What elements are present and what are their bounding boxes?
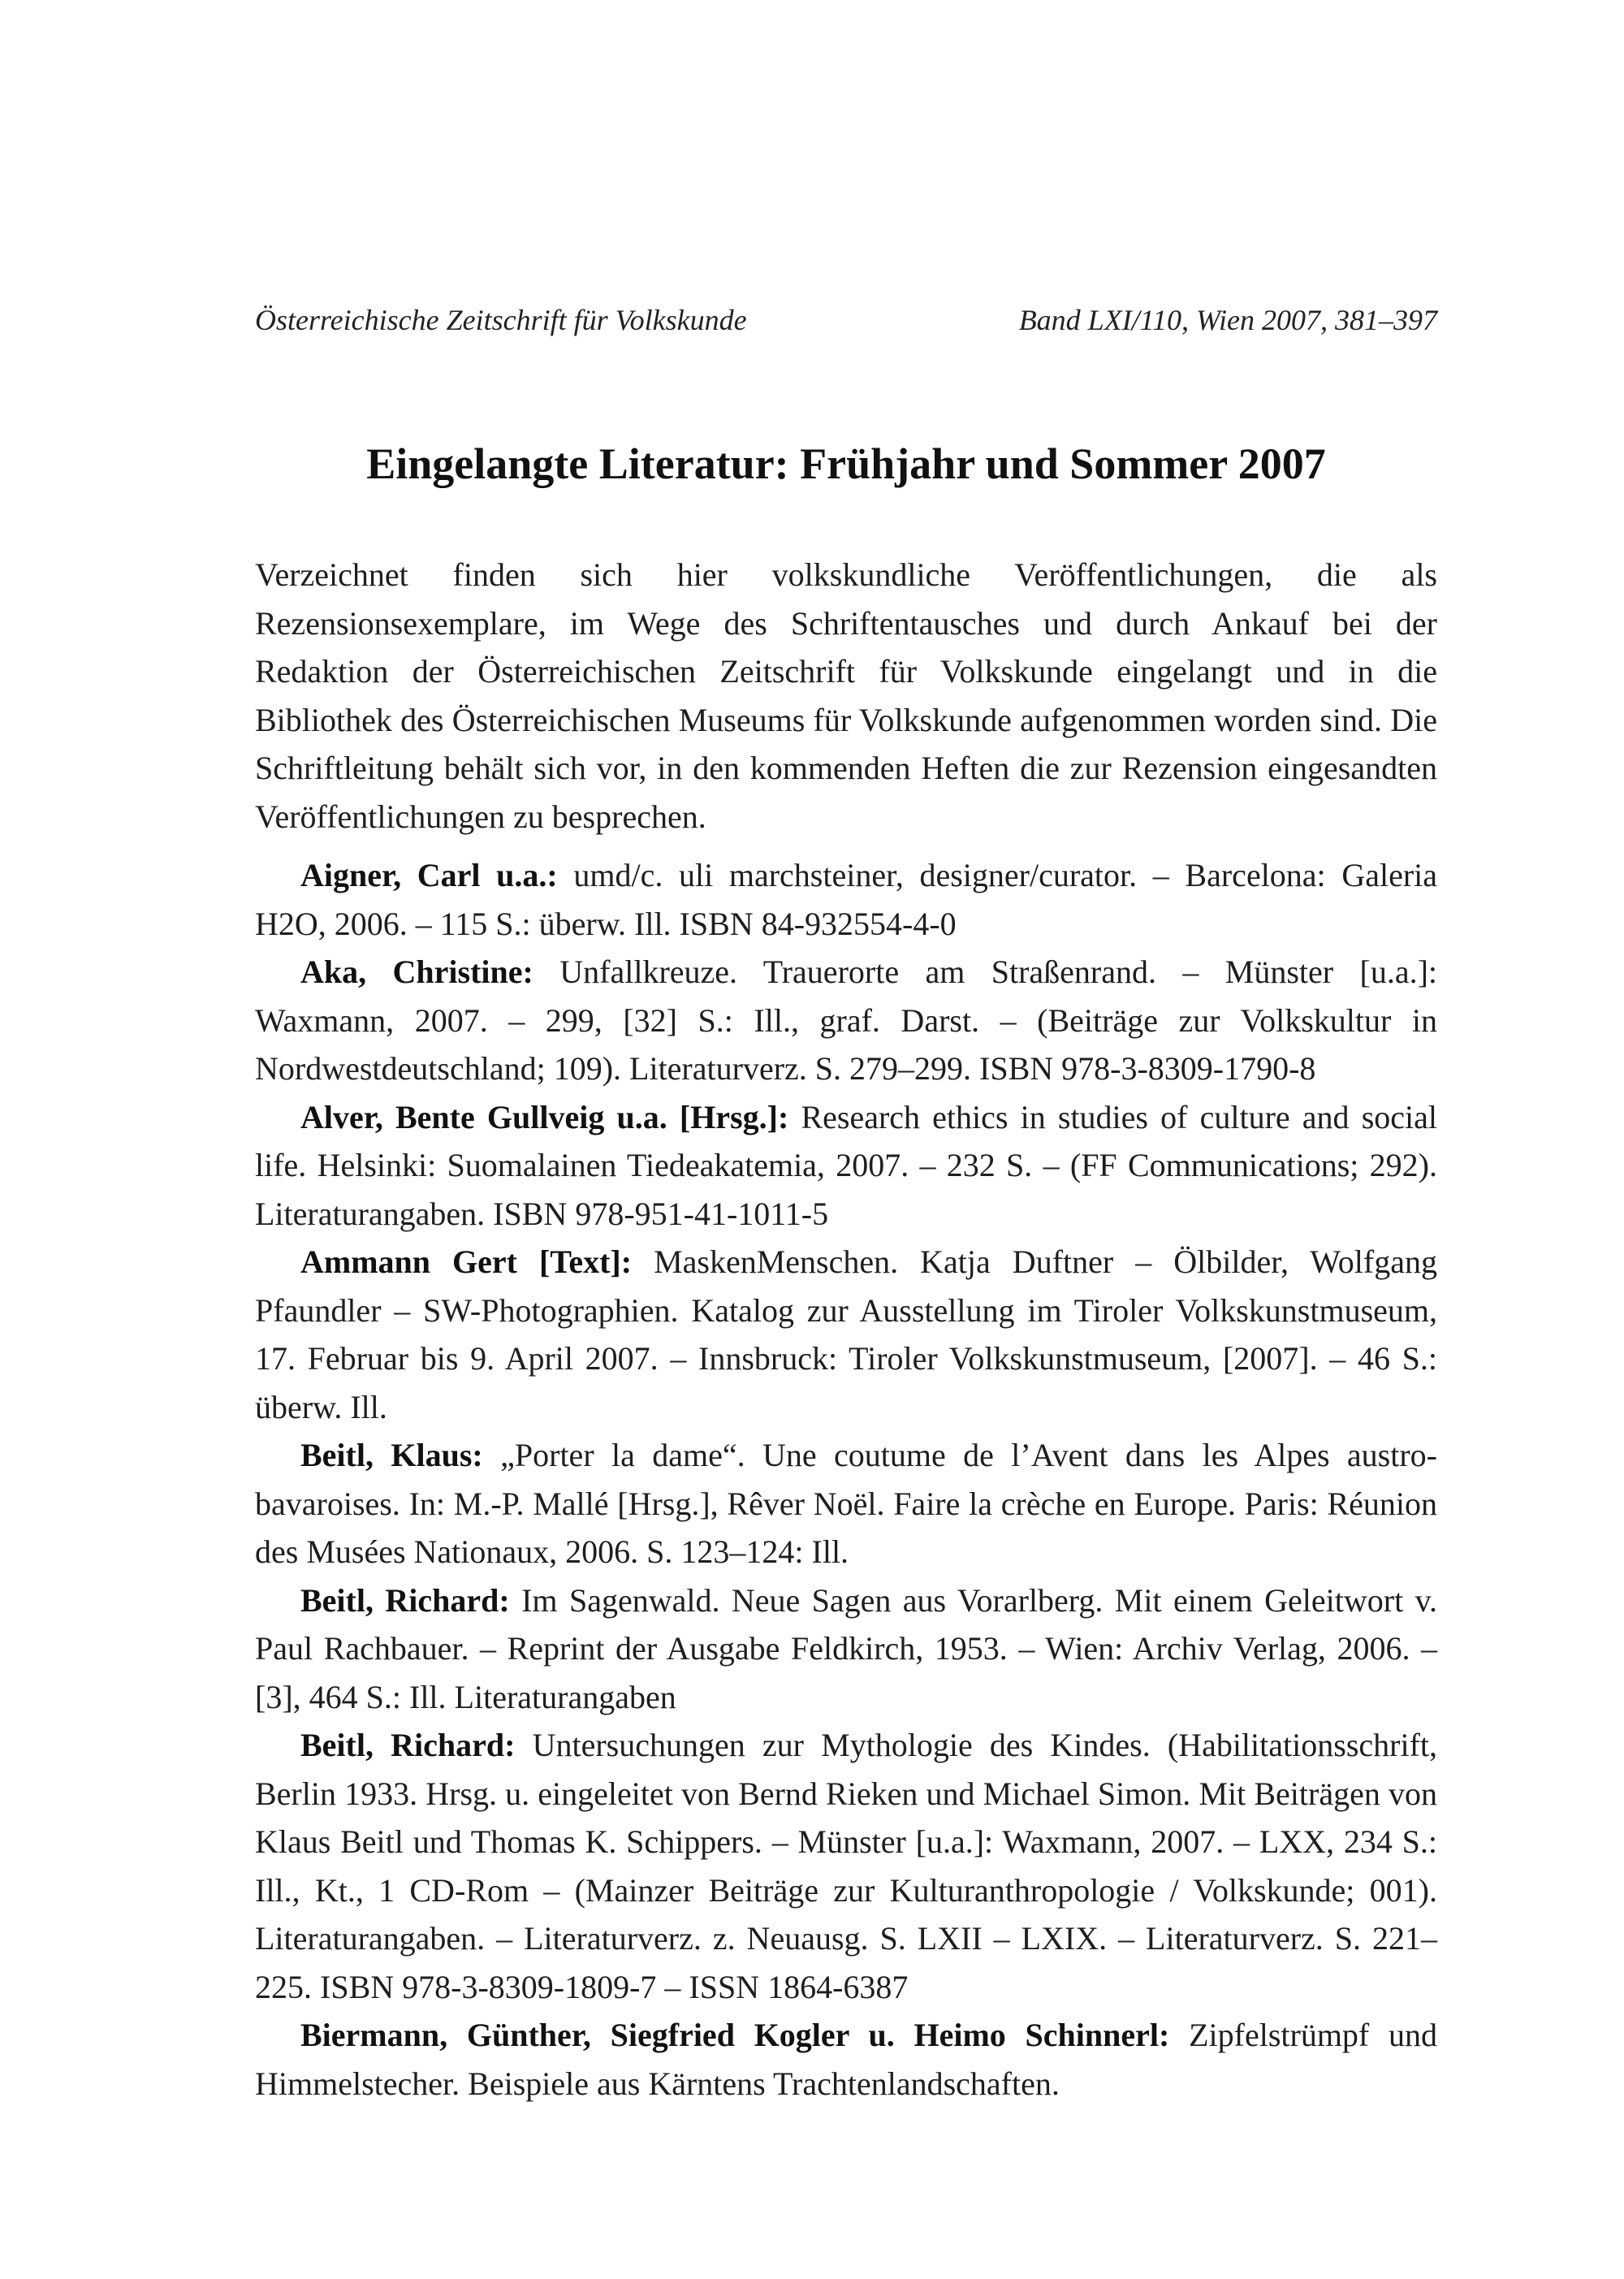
entry-author: Beitl, Richard: xyxy=(300,1581,510,1619)
journal-name: Österreichische Zeitschrift für Volkskunde xyxy=(255,304,747,336)
bibliography-list xyxy=(255,851,1437,2108)
bibliography-entry xyxy=(255,948,1437,1093)
intro-paragraph: Verzeichnet finden sich hier volkskundliche Veröffentlichungen, die als Rezensionsexemplare, im Wege des Schriftentausches und durch Ankauf bei der Redaktion der Österreichischen Zeitschrift für Volkskunde eingelangt und in die Bibliothek des Österreichischen Museums für Volkskunde aufgenommen worden sind. Die Schriftleitung behält sich vor, in den kommenden Heften die zur Rezension eingesandten Veröffentlichungen zu besprechen. xyxy=(255,556,1437,835)
bibliography-entry xyxy=(255,2011,1437,2108)
entry-author: Biermann, Günther, Siegfried Kogler u. Heimo Schinnerl: xyxy=(300,2017,1170,2053)
bibliography-entry xyxy=(255,1093,1437,1239)
article-title: Eingelangte Literatur: Frühjahr und Sommer 2007 xyxy=(366,439,1326,488)
bibliography-entry xyxy=(255,851,1437,948)
entry-author: Aigner, Carl u.a.: xyxy=(300,857,558,893)
entry-text: Zipfelstrümpf und Himmelstecher. Beispiele aus Kärntens Trachtenlandschaften. xyxy=(255,2017,1438,2102)
bibliography-entry xyxy=(255,1431,1437,1576)
entry-author: Alver, Bente Gullveig u.a. [Hrsg.]: xyxy=(300,1098,789,1135)
entry-author: Aka, Christine: xyxy=(300,954,533,990)
entry-text: umd/c. uli marchsteiner, designer/curator. – Barcelona: Galeria H2O, 2006. – 115 S.: überw. Ill. ISBN 84-932554-4-0 xyxy=(255,857,1438,942)
bibliography-entry xyxy=(255,1576,1437,1722)
entry-text: Unfallkreuze. Trauerorte am Straßenrand. – Münster [u.a.]: Waxmann, 2007. – 299, [32] S.: Ill., graf. Darst. – (Beiträge zur Volkskultur in Nordwestdeutschland; 109). Literaturverz. S. 279–299. ISBN 978-3-8309-1790-8 xyxy=(255,954,1438,1087)
entry-author: Beitl, Klaus: xyxy=(300,1437,483,1473)
entry-text: Research ethics in studies of culture and social life. Helsinki: Suomalainen Tiedeakatemia, 2007. – 232 S. – (FF Communications; 292). Literaturangaben. ISBN 978-951-41-1011-5 xyxy=(255,1098,1438,1232)
volume-info: Band LXI/110, Wien 2007, 381–397 xyxy=(1018,304,1437,336)
bibliography-entry xyxy=(255,1721,1437,2011)
entry-author: Ammann Gert [Text]: xyxy=(300,1243,633,1280)
entry-text: MaskenMenschen. Katja Duftner – Ölbilder, Wolfgang Pfaundler – SW-Photographien. Katalog zur Ausstellung im Tiroler Volkskunstmuseum, 17. Februar bis 9. April 2007. – Innsbruck: Tiroler Volkskunstmuseum, [2007]. – 46 S.: überw. Ill. xyxy=(255,1243,1437,1425)
bibliography-entry xyxy=(255,1238,1437,1431)
entry-text: „Porter la dame“. Une coutume de l’Avent dans les Alpes austro-bavaroises. In: M.-P. Mallé [Hrsg.], Rêver Noël. Faire la crèche en Europe. Paris: Réunion des Musées Nationaux, 2006. S. 123–124: Ill. xyxy=(255,1437,1438,1570)
entry-text: Untersuchungen zur Mythologie des Kindes. (Habilitationsschrift, Berlin 1933. Hrsg. u. eingeleitet von Bernd Rieken und Michael Simon. Mit Beiträgen von Klaus Beitl und Thomas K. Schippers. – Münster [u.a.]: Waxmann, 2007. – LXX, 234 S.: Ill., Kt., 1 CD-Rom – (Mainzer Beiträge zur Kulturanthropologie / Volkskunde; 001). Literaturangaben. – Literaturverz. z. Neuausg. S. LXII – LXIX. – Literaturverz. S. 221–225. ISBN 978-3-8309-1809-7 – ISSN 1864-6387 xyxy=(255,1727,1438,2005)
entry-author: Beitl, Richard: xyxy=(300,1727,516,1763)
entry-text: Im Sagenwald. Neue Sagen aus Vorarlberg. Mit einem Geleitwort v. Paul Rachbauer. – Reprint der Ausgabe Feldkirch, 1953. – Wien: Archiv Verlag, 2006. – [3], 464 S.: Ill. Literaturangaben xyxy=(255,1581,1437,1715)
